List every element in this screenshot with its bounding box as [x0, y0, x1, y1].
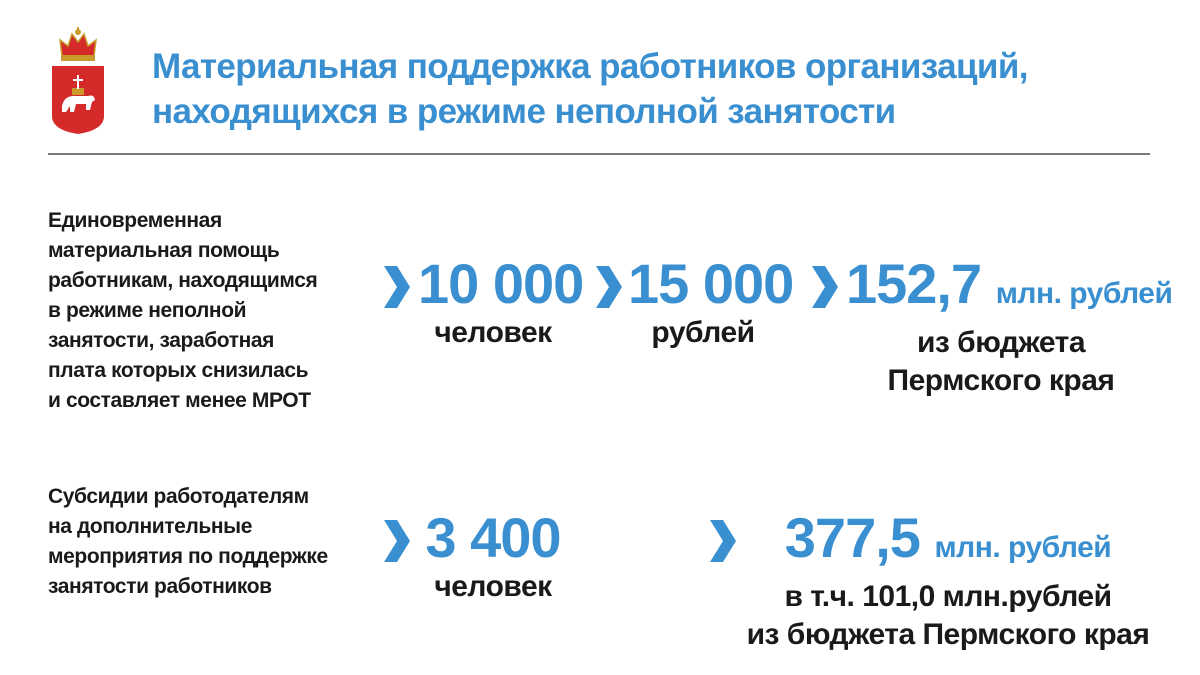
stat-caption: рублей [651, 316, 755, 349]
stat-budget-row2 [740, 508, 1156, 654]
chevron-right-icon [708, 518, 738, 564]
stat-caption: в т.ч. 101,0 млн.рублей [784, 580, 1112, 613]
chevron-right-icon [382, 264, 412, 310]
row2-desc-line: Субсидии работодателям [48, 485, 309, 508]
stat-caption: человек [434, 316, 552, 349]
row1-desc-line: и составляет менее МРОТ [48, 389, 311, 412]
chevron-right-icon [594, 264, 624, 310]
perm-krai-coat-of-arms-icon [48, 26, 108, 138]
stat-unit: млн. рублей [995, 277, 1173, 310]
stat-caption: из бюджета [916, 326, 1086, 359]
stat-budget-row1 [846, 252, 1173, 400]
row1-desc-line: плата которых снизилась [48, 359, 309, 382]
row1-desc-line: материальная помощь [48, 239, 280, 262]
stat-rubles-row1 [628, 252, 794, 352]
stat-value: 3 400 [425, 506, 561, 569]
stat-people-row2 [418, 508, 568, 606]
stat-value: 15 000 [628, 252, 794, 315]
page-title [152, 44, 1152, 134]
title-line-2: находящихся в режиме неполной занятости [152, 92, 896, 131]
row2-desc-line: мероприятия по поддержке [48, 545, 328, 568]
stat-unit: млн. рублей [934, 531, 1112, 564]
row1-desc-line: занятости, заработная [48, 329, 275, 352]
row2-desc-line: на дополнительные [48, 515, 252, 538]
row1-desc-line: работникам, находящимся [48, 269, 318, 292]
chevron-right-icon [382, 518, 412, 564]
row1-desc-line: в режиме неполной [48, 299, 247, 322]
stat-value: 152,7 [846, 252, 982, 315]
stat-value: 377,5 [784, 506, 920, 569]
row1-desc-line: Единовременная [48, 209, 222, 232]
row2-desc-line: занятости работников [48, 575, 272, 598]
stat-people-row1 [418, 252, 584, 352]
header-divider [48, 153, 1150, 155]
stat-caption: Пермского края [887, 364, 1115, 397]
stat-caption: человек [434, 570, 552, 603]
row1-description [48, 206, 317, 416]
row2-description [48, 482, 328, 602]
stat-caption: из бюджета Пермского края [746, 618, 1150, 651]
title-line-1: Материальная поддержка работников организаций, [152, 47, 1028, 86]
stat-value: 10 000 [418, 252, 584, 315]
chevron-right-icon [810, 264, 840, 310]
